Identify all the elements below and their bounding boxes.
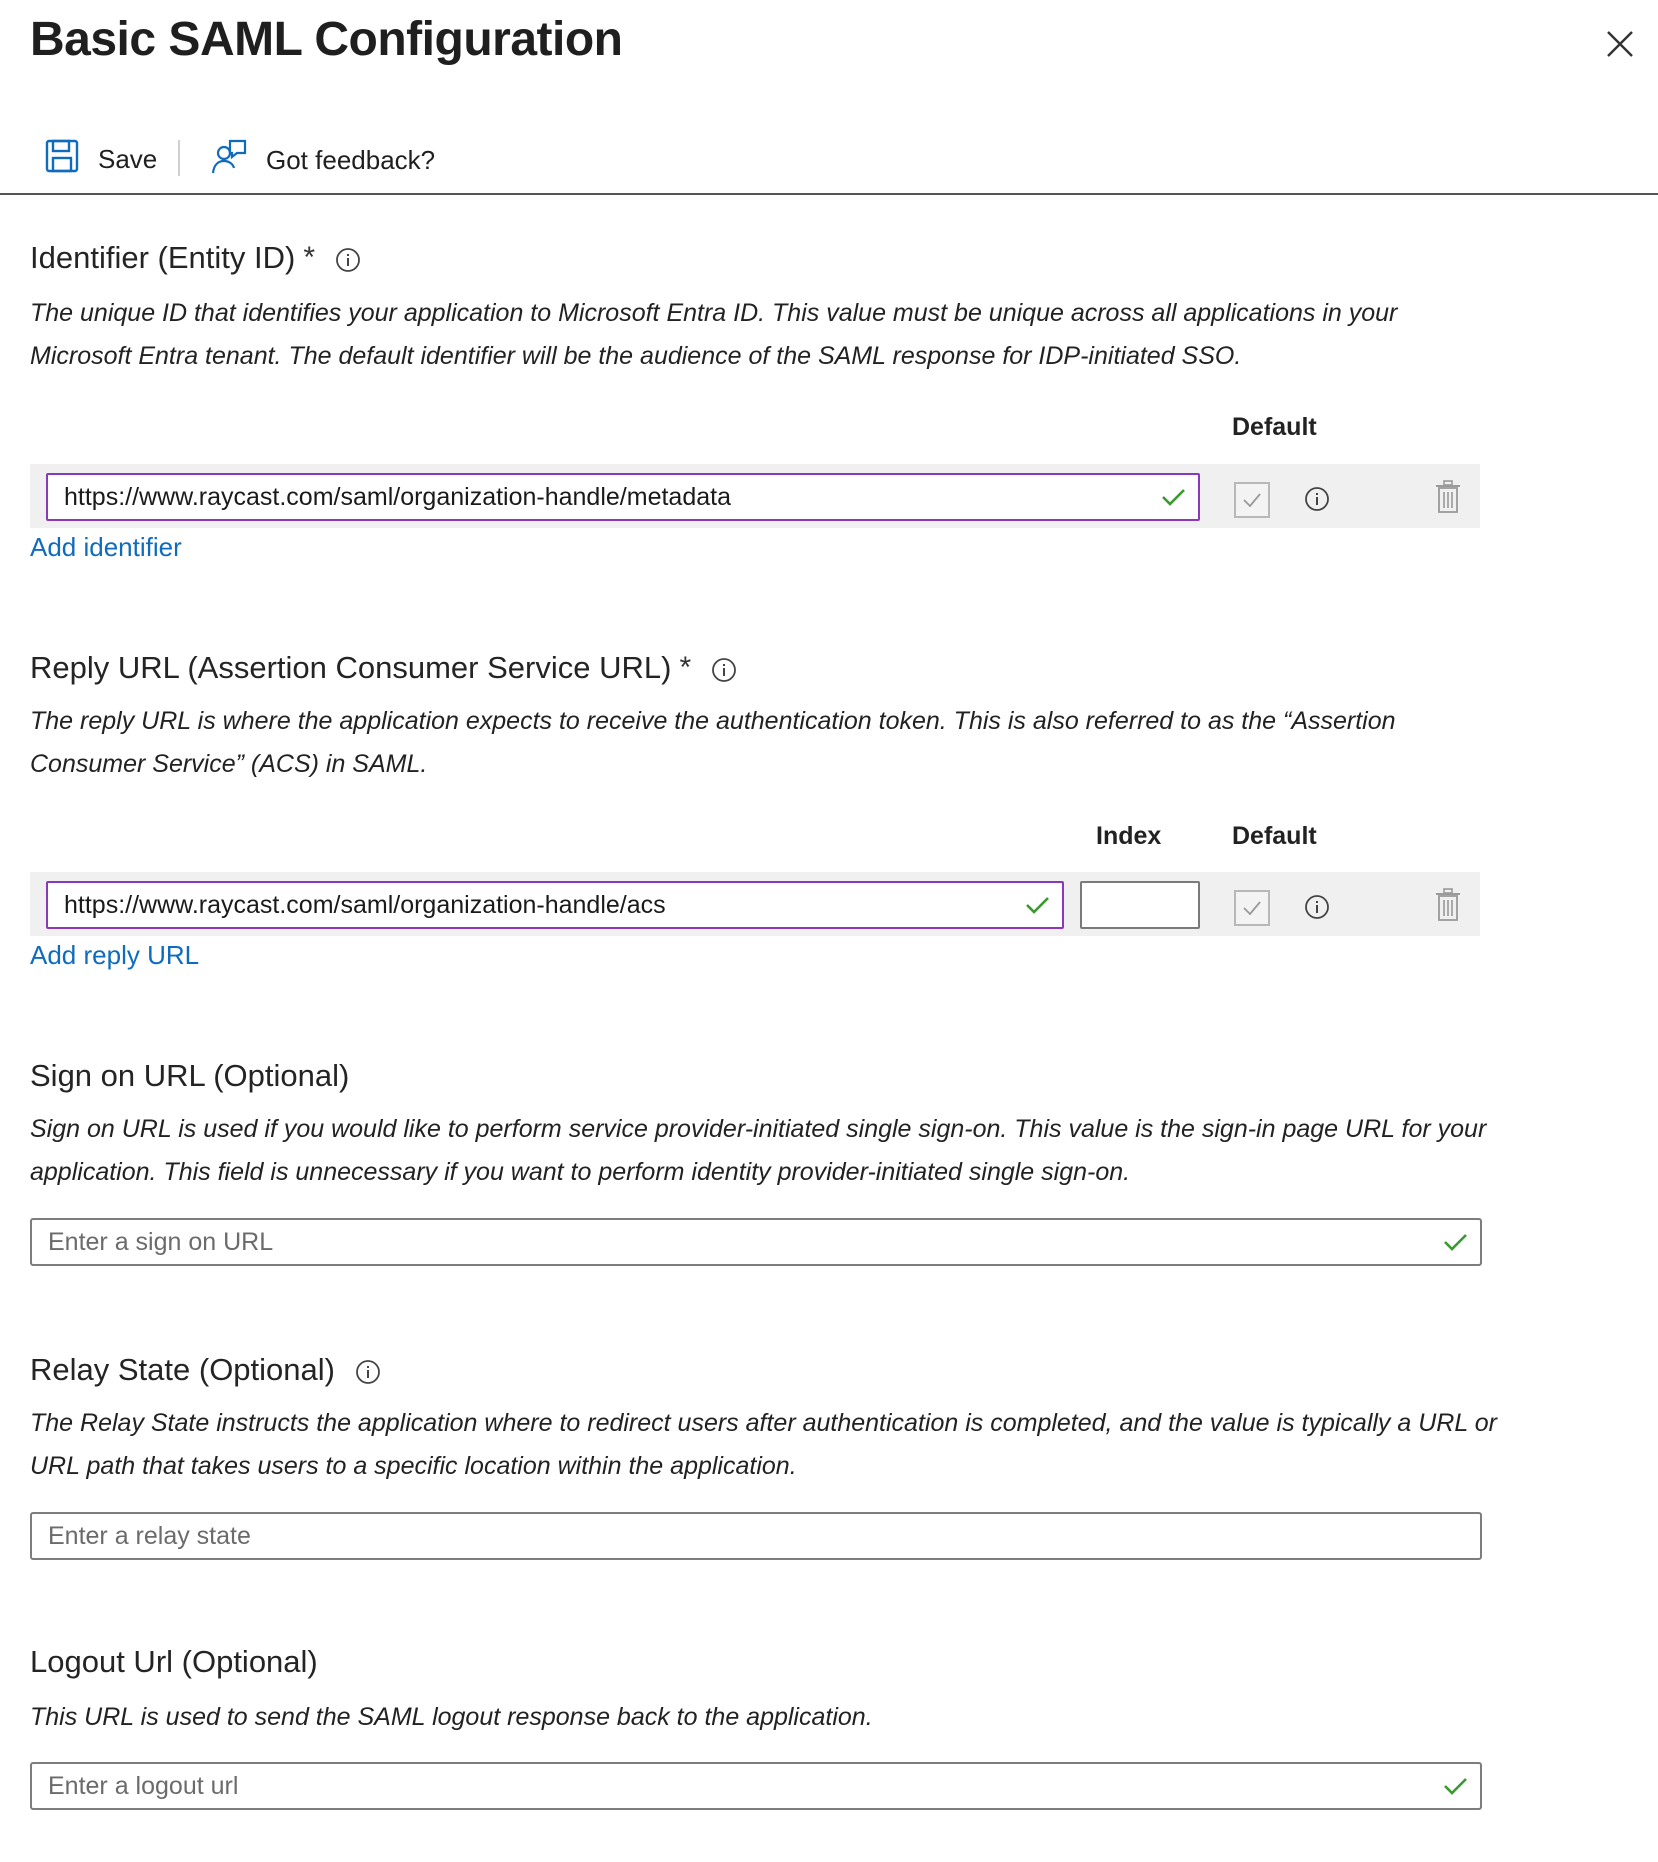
relay-state-description: The Relay State instructs the application where to redirect users after authentication is completed, and the value is typically a URL or URL path that takes users to a specific location within the application. [30, 1409, 1497, 1480]
reply-url-title: Reply URL (Assertion Consumer Service URL) [30, 650, 672, 685]
sign-on-url-input[interactable] [30, 1218, 1482, 1266]
sign-on-description: Sign on URL is used if you would like to perform service provider-initiated single sign-on. This value is the sign-in page URL for your application. This field is unnecessary if you want to perform identity provider-initiated single sign-on. [30, 1115, 1487, 1186]
required-mark: * [303, 241, 315, 274]
default-checkbox[interactable] [1234, 482, 1270, 518]
add-identifier-link[interactable]: Add identifier [30, 532, 182, 562]
logout-description: This URL is used to send the SAML logout response back to the application. [30, 1703, 873, 1731]
identifier-value: https://www.raycast.com/saml/organization-handle/metadata [64, 482, 731, 511]
logout-title: Logout Url (Optional) [30, 1644, 318, 1679]
index-input[interactable] [1080, 881, 1200, 929]
relay-state-title: Relay State (Optional) [30, 1352, 335, 1387]
identifier-section-title [30, 240, 361, 276]
default-checkbox[interactable] [1234, 890, 1270, 926]
reply-url-value: https://www.raycast.com/saml/organization-handle/acs [64, 890, 666, 919]
checkmark-icon [1158, 482, 1188, 512]
panel-title: Basic SAML Configuration [30, 13, 623, 66]
sign-on-title: Sign on URL (Optional) [30, 1058, 350, 1093]
reply-url-section-title [30, 650, 737, 686]
relay-state-input[interactable] [30, 1512, 1482, 1560]
info-icon[interactable] [1304, 486, 1330, 517]
sign-on-section-title [30, 1058, 349, 1094]
checkmark-icon [1440, 1227, 1470, 1257]
identifier-title: Identifier (Entity ID) [30, 240, 296, 275]
logout-placeholder: Enter a logout url [48, 1771, 239, 1800]
save-icon [44, 138, 80, 181]
reply-url-description: The reply URL is where the application expects to receive the authentication token. This is also referred to as the “Assertion Consumer Service” (ACS) in SAML. [30, 707, 1396, 778]
checkmark-icon [1440, 1771, 1470, 1801]
toolbar-divider [178, 140, 180, 176]
delete-icon[interactable] [1433, 480, 1463, 514]
relay-state-placeholder: Enter a relay state [48, 1521, 251, 1550]
checkmark-icon [1022, 890, 1052, 920]
feedback-label: Got feedback? [266, 145, 436, 175]
feedback-button[interactable] [210, 138, 435, 183]
add-reply-url-link[interactable]: Add reply URL [30, 940, 200, 970]
save-button[interactable] [44, 138, 157, 181]
relay-state-section-title [30, 1352, 381, 1388]
default-column-header: Default [1232, 413, 1317, 441]
delete-icon[interactable] [1433, 888, 1463, 922]
info-icon[interactable] [335, 245, 361, 271]
index-column-header: Index [1096, 822, 1162, 850]
logout-section-title [30, 1644, 318, 1680]
info-icon[interactable] [711, 655, 737, 681]
info-icon[interactable] [1304, 894, 1330, 925]
identifier-description: The unique ID that identifies your application to Microsoft Entra ID. This value must be unique across all applications in your Microsoft Entra tenant. The default identifier will be the audience of the SAML response for IDP-initiated SSO. [30, 299, 1398, 370]
save-label: Save [98, 144, 158, 174]
logout-url-input[interactable] [30, 1762, 1482, 1810]
default-column-header: Default [1232, 822, 1317, 850]
toolbar-separator [0, 193, 1658, 195]
required-mark: * [679, 651, 692, 684]
info-icon[interactable] [355, 1357, 381, 1383]
close-icon[interactable] [1600, 24, 1640, 64]
sign-on-placeholder: Enter a sign on URL [48, 1227, 274, 1256]
reply-url-input[interactable] [46, 881, 1064, 929]
identifier-input[interactable] [46, 473, 1200, 521]
feedback-icon [210, 138, 248, 183]
